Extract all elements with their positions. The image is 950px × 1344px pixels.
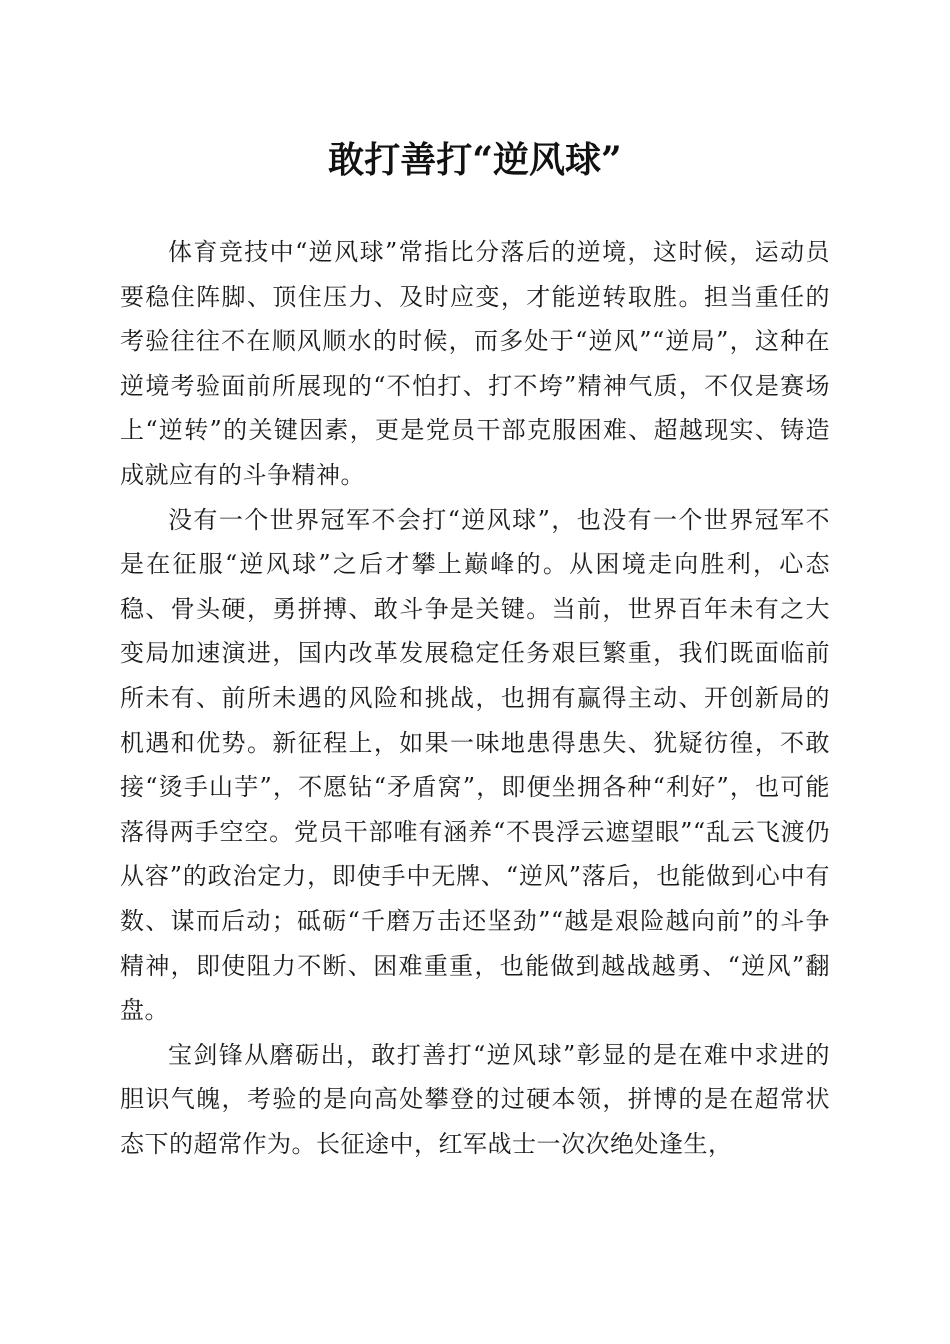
document-body (120, 230, 830, 1166)
paragraph-1: 体育竞技中“逆风球”常指比分落后的逆境，这时候，运动员要稳住阵脚、顶住压力、及时应变，才能逆转取胜。担当重任的考验往往不在顺风顺水的时候，而多处于“逆风”“逆局”，这种在逆境考验面前所展现的“不怕打、打不垮”精神气质，不仅是赛场上“逆转”的关键因素，更是党员干部克服困难、超越现实、铸造成就应有的斗争精神。 (120, 238, 830, 489)
paragraph-3: 宝剑锋从磨砺出，敢打善打“逆风球”彰显的是在难中求进的胆识气魄，考验的是向高处攀登的过硬本领，拼博的是在超常状态下的超常作为。长征途中，红军战士一次次绝处逢生， (120, 1040, 830, 1158)
document-title: 敢打善打“逆风球” (328, 139, 622, 181)
paragraph-2: 没有一个世界冠军不会打“逆风球”，也没有一个世界冠军不是在征服“逆风球”之后才攀上巅峰的。从困境走向胜利，心态稳、骨头硬，勇拼搏、敢斗争是关键。当前，世界百年未有之大变局加速演进，国内改革发展稳定任务艰巨繁重，我们既面临前所未有、前所未遇的风险和挑战，也拥有赢得主动、开创新局的机遇和优势。新征程上，如果一味地患得患失、犹疑彷徨，不敢接“烫手山芋”，不愿钻“矛盾窝”，即便坐拥各种“利好”，也可能落得两手空空。党员干部唯有涵养“不畏浮云遮望眼”“乱云飞渡仍从容”的政治定力，即使手中无牌、“逆风”落后，也能做到心中有数、谋而后动；砥砺“千磨万击还坚劲”“越是艰险越向前”的斗争精神，即使阻力不断、困难重重，也能做到越战越勇、“逆风”翻盘。 (120, 505, 830, 1025)
